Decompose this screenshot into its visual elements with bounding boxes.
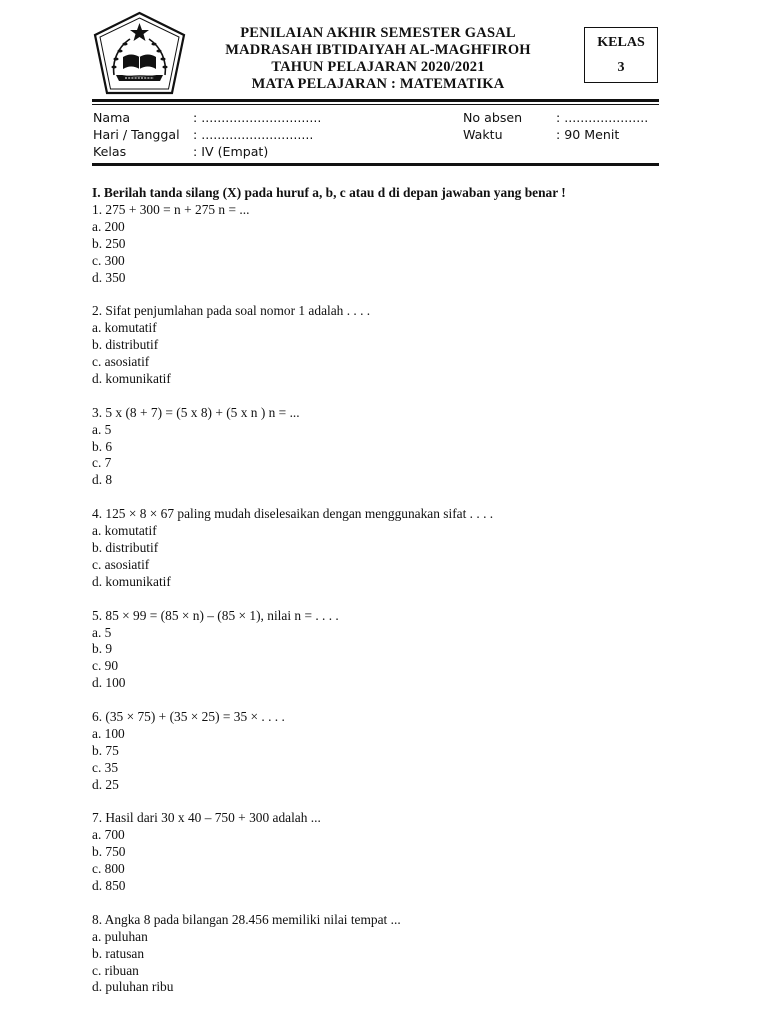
- question-text: 2. Sifat penjumlahan pada soal nomor 1 adalah . . . .: [92, 303, 371, 319]
- option-d[interactable]: d. 850: [92, 878, 126, 894]
- option-a[interactable]: a. 5: [92, 421, 112, 437]
- identity-divider: [92, 163, 659, 166]
- kelas-box-label: KELAS: [597, 35, 645, 50]
- question-5: [92, 608, 672, 693]
- option-c[interactable]: c. asosiatif: [92, 556, 150, 572]
- option-c[interactable]: c. 90: [92, 658, 119, 674]
- no-absen-label: No absen: [463, 110, 523, 125]
- question-3: [92, 405, 672, 490]
- question-text: 4. 125 × 8 × 67 paling mudah diselesaikan dengan menggunakan sifat . . . .: [92, 506, 494, 522]
- option-b[interactable]: b. distributif: [92, 539, 159, 555]
- question-text: 5. 85 × 99 = (85 × n) – (85 × 1), nilai n = . . . .: [92, 607, 339, 623]
- option-d[interactable]: d. komunikatif: [92, 370, 171, 386]
- nama-label: Nama: [93, 110, 131, 125]
- waktu-value: : 90 Menit: [556, 127, 620, 142]
- question-text: 8. Angka 8 pada bilangan 28.456 memiliki nilai tempat ...: [92, 911, 401, 927]
- option-b[interactable]: b. ratusan: [92, 945, 145, 961]
- hari-tanggal-field[interactable]: : ............................: [193, 127, 314, 142]
- question-section: [92, 185, 672, 996]
- question-2: [92, 303, 672, 388]
- option-c[interactable]: c. 800: [92, 861, 125, 877]
- question-text: 6. (35 × 75) + (35 × 25) = 35 × . . . .: [92, 709, 285, 725]
- exam-title: [198, 25, 558, 93]
- option-c[interactable]: c. 35: [92, 759, 119, 775]
- waktu-label: Waktu: [463, 127, 503, 142]
- option-d[interactable]: d. 350: [92, 269, 126, 285]
- option-c[interactable]: c. asosiatif: [92, 354, 150, 370]
- option-d[interactable]: d. 8: [92, 472, 113, 488]
- option-b[interactable]: b. 6: [92, 438, 113, 454]
- question-4: [92, 506, 672, 591]
- option-a[interactable]: a. 100: [92, 725, 125, 741]
- option-c[interactable]: c. ribuan: [92, 962, 139, 978]
- question-text: 3. 5 x (8 + 7) = (5 x 8) + (5 x n ) n = ...: [92, 404, 300, 420]
- option-a[interactable]: a. puluhan: [92, 928, 148, 944]
- option-d[interactable]: d. 25: [92, 776, 119, 792]
- question-text: 1. 275 + 300 = n + 275 n = ...: [92, 201, 250, 217]
- question-text: 7. Hasil dari 30 x 40 – 750 + 300 adalah ...: [92, 810, 321, 826]
- option-d[interactable]: d. puluhan ribu: [92, 979, 174, 995]
- kelas-box-value: 3: [617, 60, 625, 75]
- option-a[interactable]: a. komutatif: [92, 523, 157, 539]
- hari-tanggal-label: Hari / Tanggal: [93, 127, 180, 142]
- school-name: MADRASAH IBTIDAIYAH AL-MAGHFIROH: [225, 42, 531, 58]
- kelas-box: [584, 27, 658, 83]
- nama-field[interactable]: : ..............................: [193, 110, 322, 125]
- option-a[interactable]: a. komutatif: [92, 320, 157, 336]
- option-b[interactable]: b. distributif: [92, 337, 159, 353]
- question-6: [92, 709, 672, 794]
- question-8: [92, 912, 672, 997]
- option-b[interactable]: b. 75: [92, 742, 119, 758]
- subject-line: MATA PELAJARAN : MATEMATIKA: [251, 76, 505, 92]
- exam-title-line: PENILAIAN AKHIR SEMESTER GASAL: [240, 25, 516, 41]
- header-divider-thick: [92, 99, 659, 102]
- ministry-emblem-icon: [92, 11, 187, 97]
- academic-year: TAHUN PELAJARAN 2020/2021: [271, 59, 485, 75]
- option-d[interactable]: d. 100: [92, 675, 126, 691]
- question-1: [92, 202, 672, 287]
- question-7: [92, 810, 672, 895]
- option-b[interactable]: b. 250: [92, 235, 126, 251]
- kelas-value: : IV (Empat): [193, 144, 269, 159]
- option-d[interactable]: d. komunikatif: [92, 573, 171, 589]
- header-divider-thin: [92, 104, 659, 105]
- option-a[interactable]: a. 5: [92, 624, 112, 640]
- kelas-label: Kelas: [93, 144, 127, 159]
- option-c[interactable]: c. 300: [92, 252, 125, 268]
- option-b[interactable]: b. 9: [92, 641, 113, 657]
- option-a[interactable]: a. 200: [92, 218, 125, 234]
- no-absen-field[interactable]: : .....................: [556, 110, 649, 125]
- option-c[interactable]: c. 7: [92, 455, 112, 471]
- option-b[interactable]: b. 750: [92, 844, 126, 860]
- instruction-text: I. Berilah tanda silang (X) pada huruf a, b, c atau d di depan jawaban yang benar !: [92, 185, 566, 200]
- option-a[interactable]: a. 700: [92, 827, 125, 843]
